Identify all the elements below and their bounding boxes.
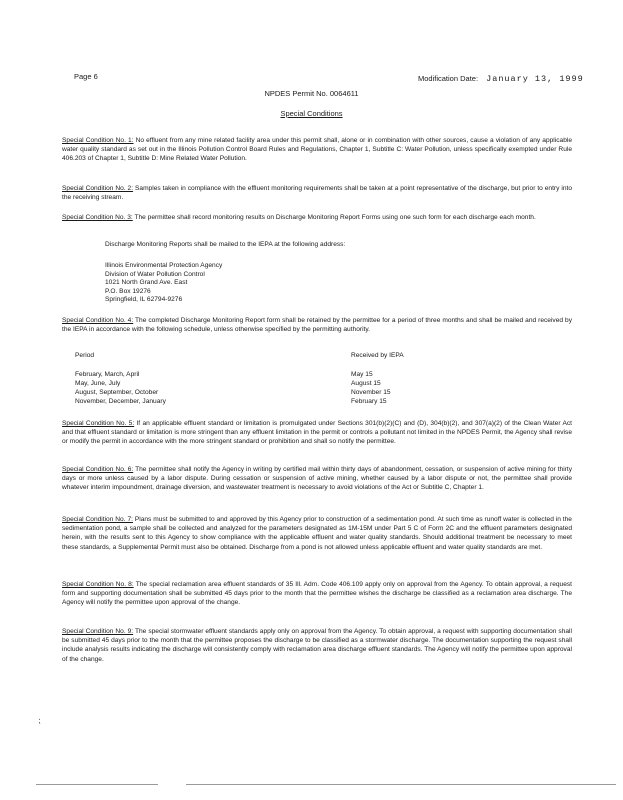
modification-date: January 13, 1999: [486, 74, 584, 84]
footer-rule: [186, 784, 616, 785]
schedule-period: February, March, April: [75, 371, 140, 378]
condition-text: The permittee shall notify the Agency in writing by certified mail within thirty days of abandonment, cessation, or suspension of active mining for thirty days or more unless caused by a labor dispute. During cessation or suspension of active mining, whether caused by a labor dispute or not, the permittee shall provide whatever interim impoundment, drainage diversion, and wastewater treatment is necessary to avoid violations of the Act or Subtitle C, Chapter 1.: [62, 466, 572, 492]
condition-label: Special Condition No. 8:: [62, 581, 134, 588]
address-line: Division of Water Pollution Control: [105, 270, 205, 278]
condition-label: Special Condition No. 4:: [62, 317, 134, 324]
condition-text: No effluent from any mine related facility area under this permit shall, alone or in combination with other sources, cause a violation of any applicable water quality standard as set out in the Illinois Pollution Control Board Rules and Regulations, Chapter 1, Subtitle C: Water Pollution, unless specifically exempted under Rule 406.203 of Chapter 1, Subtitle D: Mine Related Water Pollution.: [62, 137, 573, 163]
schedule-received: August 15: [351, 380, 381, 387]
condition-label: Special Condition No. 2:: [62, 185, 134, 192]
schedule-row: [75, 389, 545, 398]
schedule-received: May 15: [351, 371, 373, 378]
modification-date-line: [418, 74, 584, 84]
mailing-intro: Discharge Monitoring Reports shall be mailed to the IEPA at the following address:: [105, 241, 346, 248]
condition-label: Special Condition No. 5:: [62, 420, 135, 427]
special-condition-8: [62, 580, 572, 608]
condition-text: Plans must be submitted to and approved by this Agency prior to construction of a sedimentation pond. At such time as runoff water is collected in the sedimentation pond, a sample shall be collected and analyzed for the parameters designated as 1M-15M under Part 5 C of Form 2C and the effluent parameters designated herein, with the results sent to this Agency to show compliance with the applicable effluent and water quality standards. Should additional treatment be necessary to meet these standards, a Supplemental Permit must also be obtained. Discharge from a pond is not allowed unless applicable effluent and water quality standards are met.: [62, 516, 572, 551]
condition-text: The special reclamation area effluent standards of 35 Ill. Adm. Code 406.109 apply only on approval from the Agency. To obtain approval, a request form and supporting documentation shall be submitted 45 days prior to the month that the permittee wishes the discharge be classified as a reclamation area discharge. The Agency will notify the permittee upon approval of the change.: [62, 581, 572, 607]
schedule-period: August, September, October: [75, 389, 159, 396]
schedule-received: February 15: [351, 398, 387, 405]
special-condition-9: [62, 627, 572, 664]
special-condition-5: [62, 419, 572, 447]
special-condition-2: [62, 184, 572, 202]
address-line: P.O. Box 19276: [105, 287, 151, 295]
condition-text: If an applicable effluent standard or limitation is promulgated under Sections 301(b)(2)(C) and (D), 304(b)(2), and 307(a)(2) of the Clean Water Act and that effluent standard or limitation is more stringent than any effluent limitation in the permit or controls a pollutant not limited in the NPDES Permit, the Agency shall revise or modify the permit in accordance with the more stringent standard or prohibition and shall so notify the permittee.: [62, 420, 572, 446]
condition-text: The completed Discharge Monitoring Report form shall be retained by the permittee for a period of three months and shall be mailed and received by the IEPA in accordance with the following schedule, unless otherwise specified by the permitting authority.: [62, 317, 572, 334]
condition-label: Special Condition No. 1:: [62, 137, 134, 144]
schedule-period: May, June, July: [75, 380, 121, 387]
permit-number: NPDES Permit No. 0064611: [264, 89, 359, 98]
schedule-received: November 15: [351, 389, 391, 396]
modification-label: Modification Date:: [418, 74, 479, 83]
address-line: Illinois Environmental Protection Agency: [105, 262, 223, 269]
section-title: Special Conditions: [280, 109, 343, 118]
condition-text: Samples taken in compliance with the effluent monitoring requirements shall be taken at a point representative of the discharge, but prior to entry into the receiving stream.: [62, 185, 572, 202]
schedule-period: November, December, January: [75, 398, 166, 405]
schedule-row: [75, 380, 545, 389]
special-condition-7: [62, 515, 572, 552]
page-number: Page 6: [74, 72, 98, 81]
condition-label: Special Condition No. 3:: [62, 214, 133, 221]
mailing-address: [105, 262, 222, 305]
schedule-row: [75, 398, 545, 407]
schedule-col-received: Received by IEPA: [351, 352, 404, 359]
condition-label: Special Condition No. 6:: [62, 466, 134, 473]
special-condition-6: [62, 465, 572, 493]
special-condition-1: [62, 136, 572, 164]
condition-text: The special stormwater effluent standards apply only on approval from the Agency. To obtain approval, a request with supporting documentation shall be submitted 45 days prior to the month that the permittee proposes the discharge to be classified as a stormwater discharge. The documentation supporting the request shall include analysis results indicating the discharge will consistently comply with reclamation area discharge effluent standards. The Agency will notify the permittee upon approval of the change.: [62, 628, 572, 663]
special-condition-3: [62, 213, 572, 222]
footer-rule: [36, 784, 158, 785]
address-line: Springfield, IL 62794-9276: [105, 296, 183, 304]
margin-mark: ⁏: [38, 716, 41, 725]
schedule-row: [75, 371, 545, 380]
condition-text: The permittee shall record monitoring results on Discharge Monitoring Report Forms using one such form for each discharge each month.: [132, 214, 536, 221]
address-line: 1021 North Grand Ave. East: [105, 279, 188, 287]
special-condition-4: [62, 316, 572, 334]
condition-label: Special Condition No. 9:: [62, 628, 134, 635]
condition-label: Special Condition No. 7:: [62, 516, 133, 523]
schedule-col-period: Period: [75, 352, 95, 359]
